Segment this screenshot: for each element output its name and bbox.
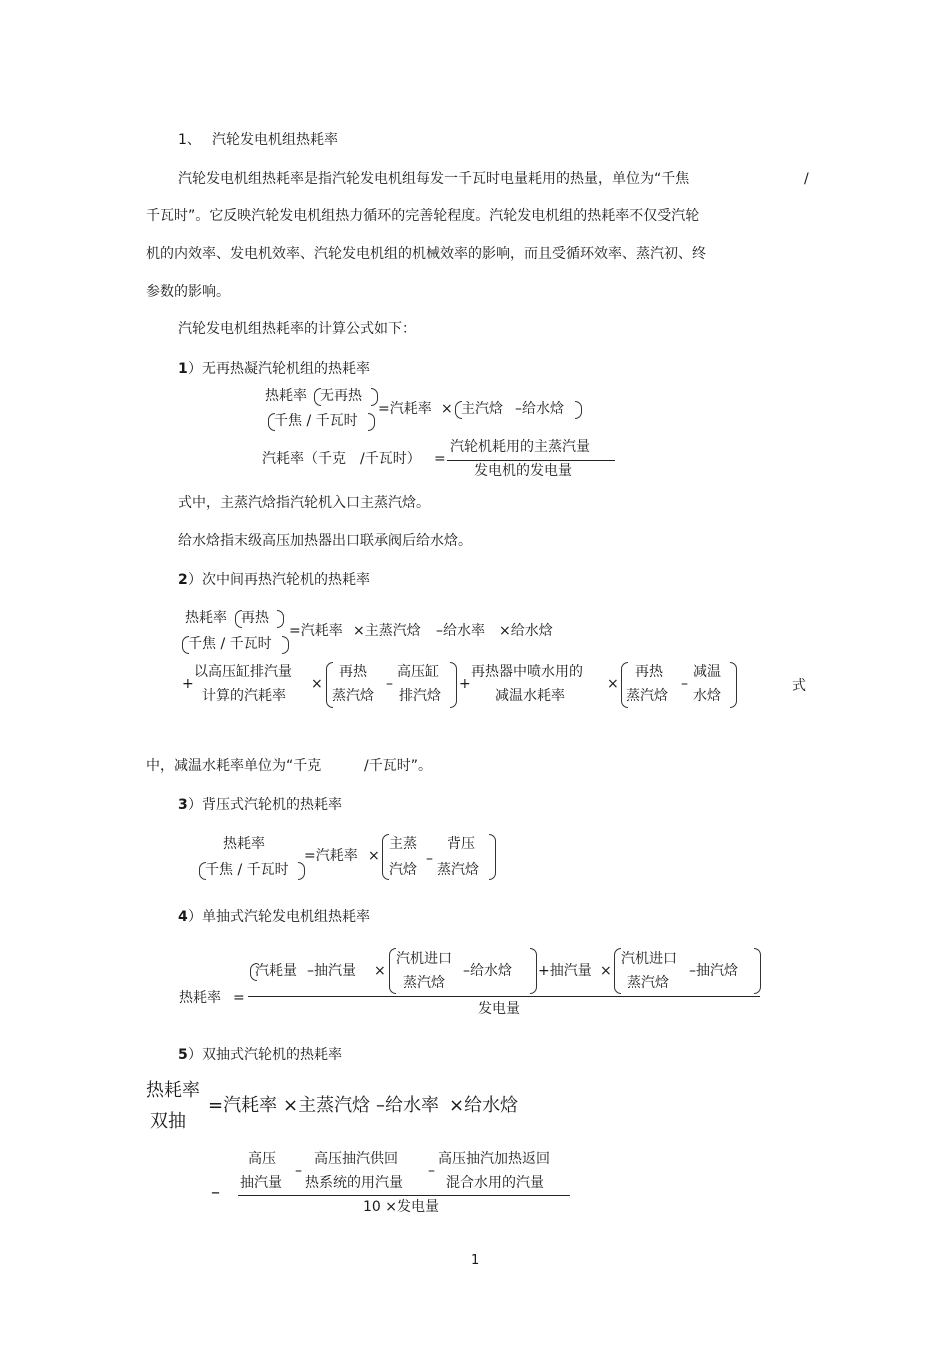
- minus-sign: –: [681, 676, 688, 692]
- fraction-line: [248, 996, 760, 997]
- left-paren: [389, 948, 396, 994]
- times-sign: ×: [607, 676, 619, 692]
- f-term: 排汽焓: [399, 688, 441, 704]
- s1-note-2: 给水焓指末级高压加热器出口联承阀后给水焓。: [178, 533, 472, 549]
- right-paren: [368, 413, 375, 431]
- s2-note: 中，减温水耗率单位为“千克: [146, 758, 322, 774]
- times-sign: ×: [600, 963, 612, 979]
- minus-sign: –: [426, 851, 433, 867]
- f-term: 千焦 / 千瓦时: [274, 413, 358, 429]
- s3-title: ）背压式汽轮机的热耗率: [188, 797, 342, 813]
- times-sign: ×: [368, 848, 380, 864]
- f-term: 热耗率: [146, 1080, 200, 1101]
- right-paren: [575, 401, 582, 419]
- f-term: –给水率: [436, 623, 485, 639]
- minus-sign: –: [428, 1163, 435, 1179]
- f-term: 热耗率: [223, 836, 265, 852]
- f-term: 蒸汽焓: [626, 688, 668, 704]
- trailing-text: 式: [792, 678, 806, 694]
- times-sign: ×: [374, 963, 386, 979]
- f-term: –给水焓: [515, 401, 564, 417]
- f-term: =: [434, 451, 446, 467]
- plus-sign: +: [459, 676, 471, 692]
- f-term: 再热: [339, 664, 367, 680]
- s2-number: 2: [178, 572, 188, 588]
- right-paren: [371, 388, 378, 406]
- s2-note-2: /千瓦时”。: [364, 758, 432, 774]
- f-term: 千焦 / 千瓦时: [205, 862, 289, 878]
- intro-line-2: 千瓦时”。它反映汽轮发电机组热力循环的完善轮程度。汽轮发电机组的热耗率不仅受汽轮: [146, 208, 700, 224]
- f-term: 高压: [248, 1151, 276, 1167]
- f-term: 蒸汽焓: [403, 975, 445, 991]
- right-paren: [730, 662, 737, 708]
- f-term: –给水焓: [463, 963, 512, 979]
- f-term: =汽耗率: [208, 1095, 278, 1116]
- intro-line-4: 参数的影响。: [146, 284, 230, 300]
- f-term: /千瓦时）: [360, 451, 421, 467]
- s1-note-1: 式中，主蒸汽焓指汽轮机入口主蒸汽焓。: [178, 495, 430, 511]
- f-term: =汽耗率: [289, 623, 343, 639]
- intro-line-1: 汽轮发电机组热耗率是指汽轮发电机组每发一千瓦时电量耗用的热量，单位为“千焦: [178, 171, 690, 187]
- equals-sign: =: [233, 990, 245, 1006]
- f-term: –抽汽量: [307, 963, 356, 979]
- right-paren: [450, 662, 457, 708]
- f-term: –抽汽焓: [689, 963, 738, 979]
- fraction-line: [447, 460, 615, 461]
- s1-number: 1: [178, 361, 188, 377]
- s5-title: ）双抽式汽轮机的热耗率: [188, 1047, 342, 1063]
- f-term: ×主蒸汽焓: [353, 623, 421, 639]
- f-term: 计算的汽耗率: [202, 688, 286, 704]
- f-term: 再热: [635, 664, 663, 680]
- f-term: ×给水焓: [449, 1095, 519, 1116]
- left-paren: [382, 834, 389, 880]
- f-term: 混合水用的汽量: [446, 1175, 544, 1191]
- f-term: =汽耗率: [304, 848, 358, 864]
- f-term: 汽耗率（千克: [262, 451, 346, 467]
- f-term: 减温水耗率: [495, 688, 565, 704]
- f-term: 热系统的用汽量: [305, 1175, 403, 1191]
- times-sign: ×: [311, 676, 323, 692]
- f-term: 再热器中喷水用的: [471, 664, 583, 680]
- intro-line-3: 机的内效率、发电机效率、汽轮发电机组的机械效率的影响，而且受循环效率、蒸汽初、终: [146, 246, 706, 262]
- f-term: 热耗率: [179, 990, 221, 1006]
- f-term: 高压抽汽加热返回: [438, 1151, 550, 1167]
- fraction-line: [238, 1195, 570, 1196]
- f-term: 主汽焓: [461, 401, 503, 417]
- times-sign: ×: [441, 401, 453, 417]
- s4-title: ）单抽式汽轮发电机组热耗率: [188, 909, 370, 925]
- left-paren: [614, 948, 621, 994]
- f-term: 汽机进口: [396, 951, 452, 967]
- f-term: =汽耗率: [378, 401, 432, 417]
- minus-sign: –: [386, 676, 393, 692]
- formula-intro: 汽轮发电机组热耗率的计算公式如下：: [178, 321, 416, 337]
- fraction-numerator: 汽轮机耗用的主蒸汽量: [450, 439, 590, 455]
- intro-slash: /: [804, 171, 809, 187]
- page-number: 1: [471, 1253, 480, 1268]
- f-term: 以高压缸排汽量: [194, 664, 292, 680]
- f-term: 蒸汽焓: [627, 975, 669, 991]
- f-term: 蒸汽焓: [437, 862, 479, 878]
- right-paren: [282, 636, 289, 654]
- s1-title: ）无再热凝汽轮机组的热耗率: [188, 361, 370, 377]
- minus-sign: –: [295, 1163, 302, 1179]
- f-term: ×主蒸汽焓: [283, 1095, 371, 1116]
- right-paren: [530, 948, 537, 994]
- f-term: 水焓: [693, 688, 721, 704]
- f-term: –给水率: [376, 1095, 439, 1116]
- fraction-denominator: 10 ×发电量: [363, 1199, 439, 1215]
- f-term: 无再热: [320, 388, 362, 404]
- f-term: 再热: [241, 610, 269, 626]
- f-term: 减温: [693, 664, 721, 680]
- f-term: 高压缸: [397, 664, 439, 680]
- f-term: 千焦 / 千瓦时: [188, 636, 272, 652]
- plus-sign: +: [182, 676, 194, 692]
- f-term: 热耗率: [265, 388, 307, 404]
- minus-sign: –: [211, 1182, 220, 1203]
- s3-number: 3: [178, 797, 188, 813]
- right-paren: [489, 834, 496, 880]
- f-term: 背压: [447, 836, 475, 852]
- f-term: 热耗率: [185, 610, 227, 626]
- fraction-denominator: 发电机的发电量: [474, 463, 572, 479]
- f-term: 汽机进口: [621, 951, 677, 967]
- f-term: 汽焓: [389, 862, 417, 878]
- f-term: 蒸汽焓: [332, 688, 374, 704]
- fraction-denominator: 发电量: [478, 1001, 520, 1017]
- s5-number: 5: [178, 1047, 188, 1063]
- right-paren: [277, 610, 284, 628]
- f-term: 高压抽汽供回: [314, 1151, 398, 1167]
- f-term: 双抽: [150, 1111, 186, 1132]
- s2-title: ）次中间再热汽轮机的热耗率: [188, 572, 370, 588]
- right-paren: [754, 948, 761, 994]
- f-term: 汽耗量: [255, 963, 297, 979]
- f-term: +抽汽量: [538, 963, 592, 979]
- s4-number: 4: [178, 909, 188, 925]
- f-term: 主蒸: [389, 836, 417, 852]
- f-term: 抽汽量: [240, 1175, 282, 1191]
- section-title: 汽轮发电机组热耗率: [212, 132, 338, 148]
- section-number: 1、: [178, 132, 201, 148]
- f-term: ×给水焓: [499, 623, 553, 639]
